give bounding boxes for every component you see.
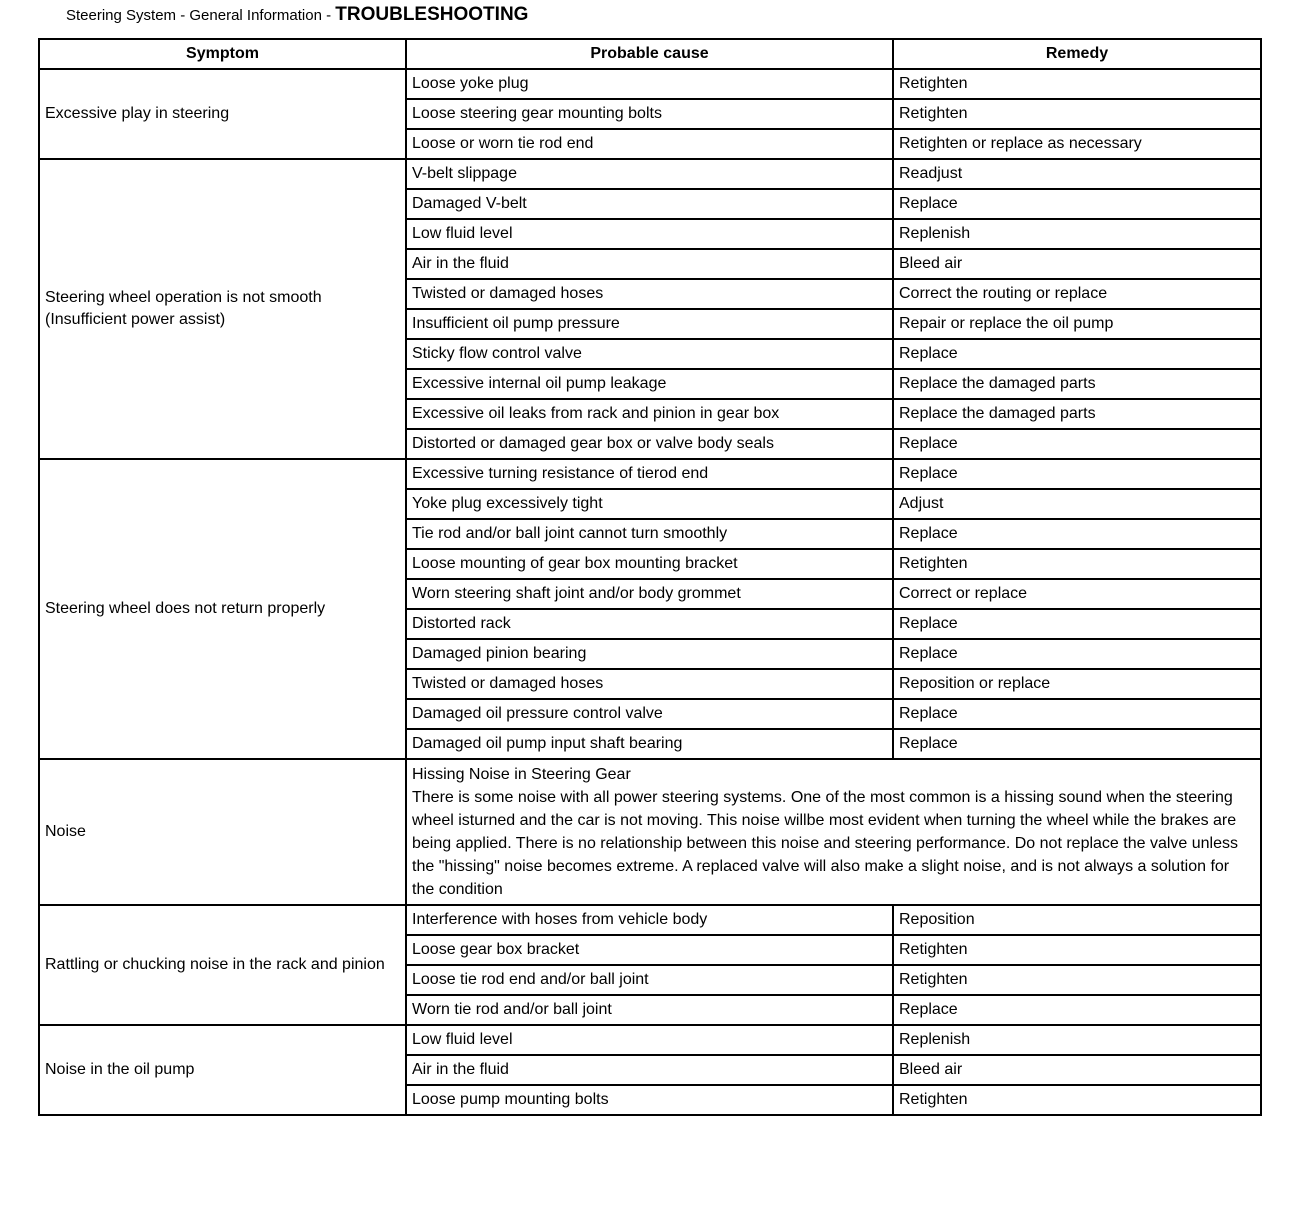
remedy-cell: Replenish xyxy=(893,219,1261,249)
cause-cell: Damaged V-belt xyxy=(406,189,893,219)
table-row xyxy=(39,759,1261,905)
cause-cell: Loose pump mounting bolts xyxy=(406,1085,893,1115)
remedy-cell: Bleed air xyxy=(893,249,1261,279)
note-body: There is some noise with all power steering systems. One of the most common is a hissing sound when the steering wheel isturned and the car is not moving. This noise willbe most evident when turning the wheel while the brakes are being applied. There is no relationship between this noise and steering performance. Do not replace the valve unless the "hissing" noise becomes extreme. A replaced valve will also make a slight noise, and is not always a solution for the condition xyxy=(412,789,1238,898)
note-heading: Hissing Noise in Steering Gear xyxy=(412,766,631,783)
remedy-cell: Retighten xyxy=(893,69,1261,99)
cause-cell: Loose yoke plug xyxy=(406,69,893,99)
remedy-cell: Replace xyxy=(893,429,1261,459)
cause-cell: Excessive oil leaks from rack and pinion in gear box xyxy=(406,399,893,429)
remedy-cell: Retighten xyxy=(893,965,1261,995)
remedy-cell: Replace the damaged parts xyxy=(893,369,1261,399)
cause-cell: Damaged pinion bearing xyxy=(406,639,893,669)
cause-cell: Damaged oil pump input shaft bearing xyxy=(406,729,893,759)
cause-cell: Loose gear box bracket xyxy=(406,935,893,965)
remedy-cell: Reposition or replace xyxy=(893,669,1261,699)
symptom-cell: Steering wheel operation is not smooth (Insufficient power assist) xyxy=(39,159,406,459)
remedy-cell: Retighten xyxy=(893,549,1261,579)
cause-cell: Damaged oil pressure control valve xyxy=(406,699,893,729)
remedy-cell: Repair or replace the oil pump xyxy=(893,309,1261,339)
table-body xyxy=(39,69,1261,1115)
remedy-cell: Reposition xyxy=(893,905,1261,935)
remedy-cell: Bleed air xyxy=(893,1055,1261,1085)
cause-cell: Twisted or damaged hoses xyxy=(406,669,893,699)
symptom-cell: Rattling or chucking noise in the rack and pinion xyxy=(39,905,406,1025)
cause-cell: Excessive turning resistance of tierod end xyxy=(406,459,893,489)
cause-cell: Loose or worn tie rod end xyxy=(406,129,893,159)
troubleshooting-table xyxy=(38,38,1262,1116)
page-header xyxy=(66,4,528,26)
table-row xyxy=(39,905,1261,935)
note-cell xyxy=(406,759,1261,905)
cause-cell: V-belt slippage xyxy=(406,159,893,189)
remedy-cell: Replace xyxy=(893,339,1261,369)
cause-cell: Sticky flow control valve xyxy=(406,339,893,369)
cause-cell: Distorted or damaged gear box or valve body seals xyxy=(406,429,893,459)
remedy-cell: Adjust xyxy=(893,489,1261,519)
remedy-cell: Replace xyxy=(893,699,1261,729)
remedy-cell: Replace xyxy=(893,729,1261,759)
table-row xyxy=(39,1025,1261,1055)
remedy-cell: Replenish xyxy=(893,1025,1261,1055)
breadcrumb: Steering System - General Information - xyxy=(66,7,336,24)
remedy-cell: Retighten xyxy=(893,935,1261,965)
cause-cell: Interference with hoses from vehicle body xyxy=(406,905,893,935)
cause-cell: Loose tie rod end and/or ball joint xyxy=(406,965,893,995)
remedy-cell: Replace xyxy=(893,459,1261,489)
symptom-cell: Noise in the oil pump xyxy=(39,1025,406,1115)
column-header-remedy: Remedy xyxy=(893,39,1261,69)
table-header-row xyxy=(39,39,1261,69)
symptom-cell: Steering wheel does not return properly xyxy=(39,459,406,759)
table-row xyxy=(39,159,1261,189)
cause-cell: Worn steering shaft joint and/or body grommet xyxy=(406,579,893,609)
cause-cell: Excessive internal oil pump leakage xyxy=(406,369,893,399)
remedy-cell: Retighten or replace as necessary xyxy=(893,129,1261,159)
page-title: TROUBLESHOOTING xyxy=(335,4,529,25)
remedy-cell: Replace xyxy=(893,639,1261,669)
column-header-probable-cause: Probable cause xyxy=(406,39,893,69)
table-row xyxy=(39,459,1261,489)
cause-cell: Insufficient oil pump pressure xyxy=(406,309,893,339)
cause-cell: Yoke plug excessively tight xyxy=(406,489,893,519)
remedy-cell: Correct the routing or replace xyxy=(893,279,1261,309)
cause-cell: Air in the fluid xyxy=(406,1055,893,1085)
remedy-cell: Replace xyxy=(893,609,1261,639)
remedy-cell: Correct or replace xyxy=(893,579,1261,609)
cause-cell: Distorted rack xyxy=(406,609,893,639)
remedy-cell: Retighten xyxy=(893,1085,1261,1115)
table-row xyxy=(39,69,1261,99)
cause-cell: Worn tie rod and/or ball joint xyxy=(406,995,893,1025)
remedy-cell: Replace xyxy=(893,519,1261,549)
remedy-cell: Replace xyxy=(893,189,1261,219)
remedy-cell: Replace the damaged parts xyxy=(893,399,1261,429)
cause-cell: Loose steering gear mounting bolts xyxy=(406,99,893,129)
remedy-cell: Retighten xyxy=(893,99,1261,129)
column-header-symptom: Symptom xyxy=(39,39,406,69)
remedy-cell: Readjust xyxy=(893,159,1261,189)
cause-cell: Tie rod and/or ball joint cannot turn smoothly xyxy=(406,519,893,549)
cause-cell: Low fluid level xyxy=(406,1025,893,1055)
cause-cell: Air in the fluid xyxy=(406,249,893,279)
cause-cell: Loose mounting of gear box mounting bracket xyxy=(406,549,893,579)
symptom-cell: Excessive play in steering xyxy=(39,69,406,159)
cause-cell: Low fluid level xyxy=(406,219,893,249)
remedy-cell: Replace xyxy=(893,995,1261,1025)
symptom-cell: Noise xyxy=(39,759,406,905)
cause-cell: Twisted or damaged hoses xyxy=(406,279,893,309)
